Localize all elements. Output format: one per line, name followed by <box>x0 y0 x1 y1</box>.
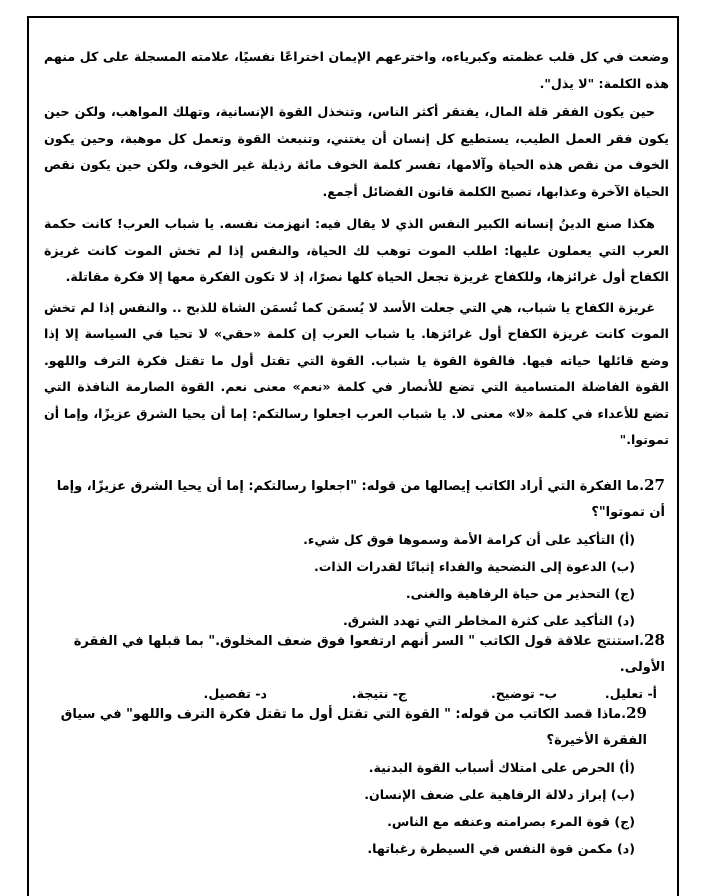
question-27-option-b[interactable]: (ب) الدعوة إلى التضحية والفداء إثباتًا لقدرات الذات. <box>313 559 635 574</box>
question-27-text: .ما الفكرة التي أراد الكاتب إيصالها من قوله: "اجعلوا رسالتكم: إما أن يحيا الشرق عزيزًا، وإما أن تموتوا"؟ <box>56 479 665 520</box>
question-27 <box>40 472 665 634</box>
question-27-number: 27 <box>644 476 665 494</box>
question-28 <box>40 627 665 707</box>
question-29-option-a[interactable]: (أ) الحرص على امتلاك أسباب القوة البدنية. <box>368 760 635 775</box>
question-29-option-c[interactable]: (ج) قوة المرء بصرامته وعنفه مع الناس. <box>387 814 635 829</box>
question-28-number: 28 <box>644 631 665 649</box>
passage-paragraph-4: غريزة الكفاح يا شباب، هي التي جعلت الأسد لا يُسمَن كما تُسمَن الشاة للذبح .. والنفس إذا لم تخش الموت كانت غريزة الكفاح أول غرائزها. يا شباب العرب إن كلمة «حقي» لا تحيا في السياسة إلا إذا وضع قائلها حياته فيها. فالقوة القوة يا شباب. القوة التي تقتل أول ما تقتل فكرة الترف واللهو. القوة الفاضلة المتسامية التي تضع للأنصار في كلمة «نعم» معنى نعم. القوة الصارمة النافذة التي تضع للأعداء في كلمة «لا» معنى لا. يا شباب العرب اجعلوا رسالتكم: إما أن يحيا الشرق عزيزًا، وإما أن تموتوا." <box>44 299 669 447</box>
question-29-option-b[interactable]: (ب) إبراز دلالة الرفاهية على ضعف الإنسان. <box>364 787 635 802</box>
question-29-text: .ماذا قصد الكاتب من قوله: " القوة التي تقتل أول ما تقتل فكرة الترف واللهو" في سياق الفقرة الأخيرة؟ <box>60 707 647 748</box>
question-29-title <box>40 700 665 754</box>
question-29-option-d[interactable]: (د) مكمن قوة النفس في السيطرة رغباتها. <box>367 841 635 856</box>
passage-paragraph-2: حين يكون الفقر قلة المال، يفتقر أكثر الناس، وتنخذل القوة الإنسانية، وتهلك المواهب، ولكن حين يكون فقر العمل الطيب، يستطيع كل إنسان أن يغتني، وتنبعث القوة وتعمل كل موهبة، وحين يكون الخوف من نقص هذه الحياة وآلامها، تفسر كلمة الخوف مائة رذيلة غير الخوف، ولكن حين يكون نقص الحياة الآخرة وعذابها، تصبح الكلمة قانون الفضائل أجمع. <box>44 104 669 199</box>
question-27-option-a[interactable]: (أ) التأكيد على أن كرامة الأمة وسموها فوق كل شيء. <box>303 532 635 547</box>
question-27-title <box>40 472 665 526</box>
question-28-option-a[interactable]: أ- تعليل. <box>604 686 657 701</box>
passage-paragraph-1: وضعت في كل قلب عظمته وكبرياءه، واخترعهم الإيمان اختراعًا نفسيًا، علامته المسجلة على كل منهم هذه الكلمة: "لا يذل". <box>44 49 669 91</box>
question-28-option-b[interactable]: ب- توضيح. <box>490 686 557 701</box>
question-28-option-c[interactable]: ج- نتيجة. <box>351 686 407 701</box>
question-29-number: 29 <box>626 704 647 722</box>
question-27-option-c[interactable]: (ج) التحذير من حياة الرفاهية والغنى. <box>405 586 635 601</box>
question-29 <box>40 700 665 862</box>
question-28-text: .استنتج علاقة قول الكاتب " السر أنهم ارتفعوا فوق ضعف المخلوق." بما قبلها في الفقرة الأولى. <box>73 634 665 675</box>
reading-passage <box>44 44 669 454</box>
question-28-title <box>40 627 665 681</box>
question-27-option-d[interactable]: (د) التأكيد على كثرة المخاطر التي تهدد الشرق. <box>343 613 635 628</box>
passage-paragraph-3: هكذا صنع الدينُ إنسانه الكبير النفس الذي لا يقال فيه: انهزمت نفسه. يا شباب العرب! كانت حكمة العرب التي يعملون عليها: اطلب الموت توهب لك الحياة، والنفس إذا لم تخش الموت كانت غريزة الكفاح أول غرائزها، وللكفاح غريزة تجعل الحياة كلها نصرًا، إذ لا تكون الفكرة معها إلا فكرة مقاتلة. <box>44 216 669 284</box>
question-28-option-d[interactable]: د- تفصيل. <box>203 686 267 701</box>
